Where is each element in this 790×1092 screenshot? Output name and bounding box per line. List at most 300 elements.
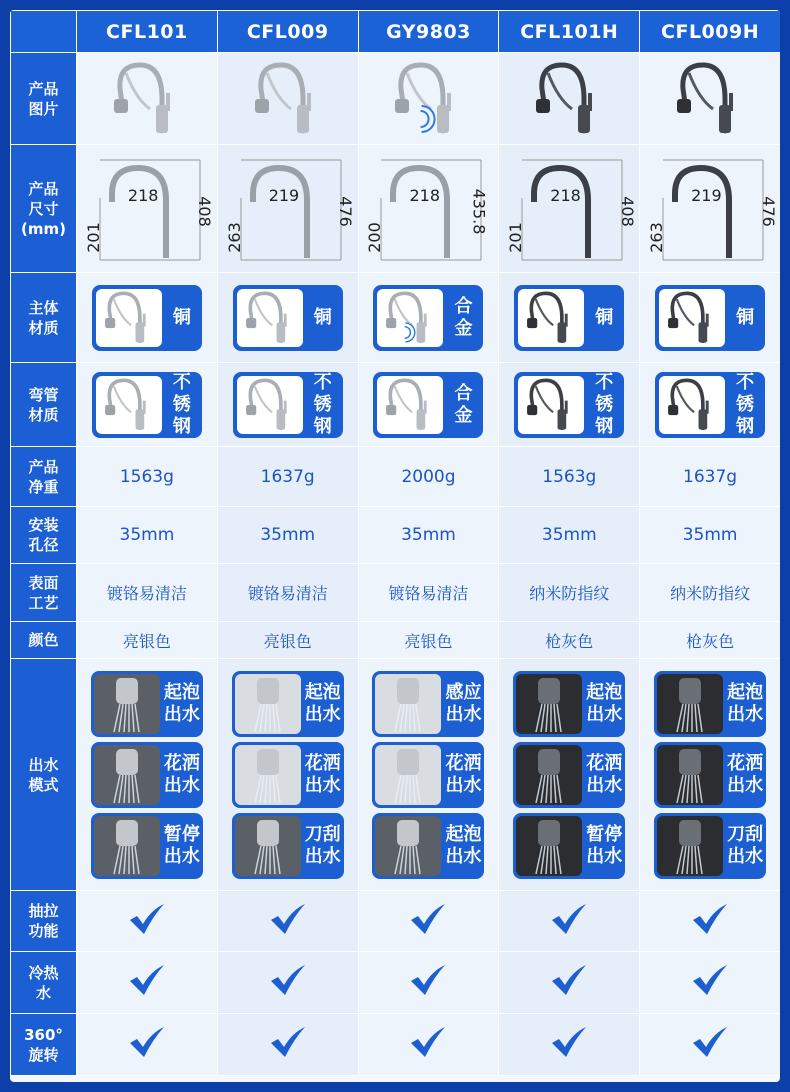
hot-cold-row-cell [640,952,780,1014]
water-mode-tile [513,813,625,879]
faucet-photo [102,59,192,139]
water-mode-tile [372,742,484,808]
water-mode-text-line: 出水 [163,845,200,867]
row-label-surface [11,564,77,622]
product-name-header: GY9803 [358,11,499,53]
surface-row-value: 纳米防指纹 [529,584,610,603]
water-mode-tile [513,671,625,737]
tube-material-row [11,363,781,447]
row-label-mode [11,659,77,891]
hole-row-value: 35mm [682,525,738,545]
dimension-width: 218 [127,185,159,205]
body-material-photo [96,289,162,347]
tube-material-row-cell [77,363,218,447]
hole-row-value: 35mm [541,525,597,545]
color-row-value: 亮银色 [263,631,312,651]
body-material-photo [377,289,443,347]
water-mode-text [445,824,481,868]
hole-row-cell [217,507,358,564]
tube-material-text-line: 不锈 [595,371,614,415]
water-mode-photo [94,674,160,734]
tube-material-text-line: 不锈 [172,371,191,415]
water-mode-text-line: 花洒 [445,752,482,774]
weight-row [11,447,781,507]
row-label-line: 抽拉 [28,902,59,920]
water-mode-text-line: 起泡 [163,681,200,703]
water-mode-text-line: 暂停 [163,823,200,845]
surface-row-value: 镀铬易清洁 [388,584,469,603]
row-label-photo [11,53,77,145]
body-material-photo [518,289,584,347]
photo-row [11,53,781,145]
tube-material-text-line: 钢 [313,415,332,437]
water-mode-text [164,682,200,726]
tube-material-text-line: 不锈 [313,371,332,415]
row-label-line: 产品 [28,179,59,198]
water-mode-text [445,753,481,797]
checkmark-icon [549,1025,589,1059]
hot-cold-row-cell [499,952,640,1014]
pull-out-row-cell [640,891,780,952]
water-mode-photo [516,674,582,734]
water-mode-tile [513,742,625,808]
water-mode-text-line: 出水 [304,703,341,725]
row-label-line: 出水 [28,755,59,774]
tube-material-text-line: 钢 [736,415,755,437]
water-mode-tile [232,813,344,879]
hole-row-value: 35mm [260,525,316,545]
water-mode-text [727,824,763,868]
body-material-text [588,307,620,329]
body-material-text-line: 铜 [736,306,755,328]
water-mode-tile [91,671,203,737]
color-row-cell [77,622,218,659]
color-row-value: 枪灰色 [545,631,594,651]
hole-row-value: 35mm [401,525,456,545]
water-mode-text-line: 花洒 [163,752,200,774]
row-label-line: 净重 [28,477,59,496]
water-mode-photo [657,674,723,734]
pull-out-row-cell [499,891,640,952]
hot-cold-row [11,952,781,1014]
hot-cold-row-cell [217,952,358,1014]
checkmark-icon [127,902,167,936]
body-material-row-cell [499,273,640,363]
hole-row-value: 35mm [119,525,175,545]
row-label-line: 材质 [28,405,59,424]
body-material-row-cell [358,273,499,363]
pull-out-row-cell [358,891,499,952]
water-mode-row-cell [217,659,358,891]
photo-row-cell [640,53,780,145]
color-row-cell [217,622,358,659]
checkmark-icon [549,902,589,936]
row-label-pull [11,891,77,952]
tube-material-text [729,372,761,438]
weight-row-cell [499,447,640,507]
row-label-line: 孔径 [28,536,59,554]
size-row-cell [358,145,499,273]
body-material-row-cell [77,273,218,363]
tube-material-card [233,372,343,438]
color-row-value: 亮银色 [404,631,453,651]
water-mode-list [359,667,499,883]
dimension-width: 218 [409,185,441,205]
water-mode-text [445,682,481,726]
water-mode-text [164,824,200,868]
body-material-photo [237,289,303,347]
body-material-card [514,285,624,351]
surface-row-cell [640,564,780,622]
body-material-text-line: 合金 [454,295,473,339]
row-label-line: 主体 [28,298,59,317]
surface-row-cell [77,564,218,622]
checkmark-icon [127,963,167,997]
weight-row-value: 1637g [260,466,315,487]
water-mode-text-line: 出水 [163,774,200,796]
weight-row-value: 2000g [401,466,456,487]
dimension-h-low: 201 [506,221,526,253]
hot-cold-row-cell [77,952,218,1014]
water-mode-text-line: 起泡 [586,681,623,703]
water-mode-tile [91,813,203,879]
body-material-row [11,273,781,363]
water-mode-photo [235,816,301,876]
row-label-line: 产品 [28,457,59,476]
body-material-card [373,285,483,351]
body-material-text [729,307,761,329]
row-label-line: 水 [35,983,51,1002]
comparison-frame [10,10,780,1082]
water-mode-text [586,824,622,868]
row-label-line: 尺寸 [28,199,59,218]
water-mode-text-line: 起泡 [304,681,341,703]
water-mode-photo [94,816,160,876]
row-label-line: 弯管 [28,385,59,404]
row-label-color [11,622,77,659]
water-mode-row-cell [499,659,640,891]
hole-row-cell [499,507,640,564]
tube-material-photo [237,376,303,434]
pull-out-row [11,891,781,952]
surface-row-cell [217,564,358,622]
water-mode-text [586,682,622,726]
color-row-cell [640,622,780,659]
water-mode-photo [657,816,723,876]
water-mode-text-line: 出水 [586,703,623,725]
water-mode-text-line: 出水 [586,845,623,867]
dimension-h-low: 201 [83,221,103,253]
checkmark-icon [127,1025,167,1059]
photo-row-cell [358,53,499,145]
body-material-text [447,296,479,340]
faucet-photo [524,59,614,139]
color-row-value: 亮银色 [122,631,171,651]
water-mode-photo [516,816,582,876]
surface-row-value: 纳米防指纹 [670,584,751,603]
tube-material-card [514,372,624,438]
dimension-h-high: 408 [617,195,637,227]
water-mode-text-line: 刀刮 [304,823,341,845]
photo-row-cell [499,53,640,145]
water-mode-tile [91,742,203,808]
pull-out-row-cell [217,891,358,952]
color-row-cell [358,622,499,659]
dimension-h-high: 476 [335,195,355,227]
water-mode-tile [372,813,484,879]
hole-row-cell [77,507,218,564]
color-row-cell [499,622,640,659]
hole-row-cell [358,507,499,564]
checkmark-icon [408,902,448,936]
dimension-h-low: 263 [224,221,244,253]
water-mode-text-line: 暂停 [586,823,623,845]
checkmark-icon [690,902,730,936]
row-label-rotate [11,1014,77,1076]
size-row [11,145,781,273]
tube-material-text [588,372,620,438]
water-mode-text-line: 出水 [727,845,764,867]
row-label-line: 模式 [28,775,59,794]
water-mode-photo [657,745,723,805]
row-label-line: 安装 [28,516,59,534]
water-mode-text-line: 出水 [586,774,623,796]
row-label-hotcold [11,952,77,1014]
rotate-row-cell [217,1014,358,1076]
water-mode-tile [232,742,344,808]
rotate-row-cell [358,1014,499,1076]
rotate-row [11,1014,781,1076]
surface-row-value: 镀铬易清洁 [106,584,187,603]
dimension-diagram [223,150,353,268]
tube-material-text-line: 钢 [595,415,614,437]
checkmark-icon [408,963,448,997]
color-row-value: 枪灰色 [686,631,735,651]
tube-material-row-cell [640,363,780,447]
row-label-size [11,145,77,273]
checkmark-icon [268,963,308,997]
weight-row-cell [217,447,358,507]
tube-material-row-cell [217,363,358,447]
row-label-line: 产品 [28,79,59,98]
checkmark-icon [268,902,308,936]
tube-material-text-line: 合金 [454,382,473,426]
row-label-line: 旋转 [28,1045,59,1064]
water-mode-text [586,753,622,797]
dimension-diagram [82,150,215,268]
photo-row-cell [217,53,358,145]
tube-material-card [373,372,483,438]
body-material-card [92,285,202,351]
product-name-header: CFL101H [499,11,640,53]
dimension-diagram [504,150,637,268]
tube-material-row-cell [499,363,640,447]
water-mode-list [499,667,639,883]
water-mode-tile [654,742,766,808]
row-label-line: 工艺 [28,593,59,612]
faucet-photo [383,59,473,139]
weight-row-cell [358,447,499,507]
water-mode-text-line: 出水 [304,845,341,867]
water-mode-text-line: 出水 [445,774,482,796]
row-label-tube [11,363,77,447]
row-label-line: 表面 [28,573,59,592]
water-mode-text-line: 花洒 [586,752,623,774]
water-mode-photo [235,745,301,805]
pull-out-row-cell [77,891,218,952]
dimension-h-high: 435.8 [469,188,489,234]
weight-row-cell [77,447,218,507]
body-material-text [307,307,339,329]
body-material-text-line: 铜 [595,306,614,328]
surface-row [11,564,781,622]
water-mode-text [727,682,763,726]
product-name-header: CFL009 [217,11,358,53]
checkmark-icon [268,1025,308,1059]
surface-row-cell [499,564,640,622]
weight-row-value: 1637g [683,466,738,487]
body-material-text-line: 铜 [313,306,332,328]
dimension-diagram [363,150,493,268]
tube-material-text-line: 不锈 [736,371,755,415]
product-name-header: CFL101 [77,11,218,53]
water-mode-text-line: 出水 [304,774,341,796]
row-label-hole [11,507,77,564]
comparison-table [10,10,780,1076]
tube-material-row-cell [358,363,499,447]
checkmark-icon [690,1025,730,1059]
product-name-header: CFL009H [640,11,780,53]
water-mode-text-line: 出水 [445,845,482,867]
size-row-cell [217,145,358,273]
row-label-line: 功能 [28,922,59,940]
hole-row-cell [640,507,780,564]
water-mode-photo [375,745,441,805]
dimension-h-high: 408 [195,195,215,227]
weight-row-cell [640,447,780,507]
tube-material-text [307,372,339,438]
row-label-line: (mm) [21,219,66,238]
dimension-h-high: 476 [758,195,778,227]
water-mode-text-line: 起泡 [727,681,764,703]
tube-material-photo [518,376,584,434]
water-mode-row-cell [358,659,499,891]
rotate-row-cell [640,1014,780,1076]
dimension-width: 219 [691,185,722,205]
body-material-text [166,307,198,329]
water-mode-text-line: 感应 [445,681,482,703]
rotate-row-cell [77,1014,218,1076]
body-material-row-cell [640,273,780,363]
surface-row-cell [358,564,499,622]
size-row-cell [77,145,218,273]
water-mode-text-line: 刀刮 [727,823,764,845]
size-row-cell [640,145,780,273]
water-mode-photo [375,816,441,876]
surface-row-value: 镀铬易清洁 [247,584,328,603]
tube-material-text [166,372,198,438]
water-mode-text [727,753,763,797]
body-material-card [233,285,343,351]
tube-material-text [447,383,479,427]
water-mode-text-line: 出水 [727,703,764,725]
water-mode-tile [232,671,344,737]
dimension-diagram [645,150,778,268]
water-mode-photo [516,745,582,805]
photo-row-cell [77,53,218,145]
tube-material-card [92,372,202,438]
water-mode-list [640,667,780,883]
row-label-line: 颜色 [28,631,59,649]
tube-material-text-line: 钢 [172,415,191,437]
water-mode-tile [654,813,766,879]
weight-row-value: 1563g [119,466,174,487]
weight-row-value: 1563g [542,466,597,487]
checkmark-icon [408,1025,448,1059]
water-mode-row-cell [640,659,780,891]
water-mode-text-line: 出水 [445,703,482,725]
water-mode-text-line: 起泡 [445,823,482,845]
row-label-line: 360° [24,1025,63,1044]
size-row-cell [499,145,640,273]
hot-cold-row-cell [358,952,499,1014]
water-mode-text [305,682,341,726]
row-label-weight [11,447,77,507]
body-material-row-cell [217,273,358,363]
row-label-line: 材质 [28,318,59,337]
body-material-card [655,285,765,351]
water-mode-tile [372,671,484,737]
water-mode-text-line: 出水 [163,703,200,725]
water-mode-text-line: 花洒 [304,752,341,774]
water-mode-text-line: 花洒 [727,752,764,774]
corner-cell [11,11,77,53]
hole-row [11,507,781,564]
water-mode-list [77,667,217,883]
rotate-row-cell [499,1014,640,1076]
tube-material-card [655,372,765,438]
water-mode-photo [94,745,160,805]
body-material-text-line: 铜 [172,306,191,328]
water-mode-photo [235,674,301,734]
water-mode-text [305,753,341,797]
dimension-h-low: 200 [365,221,385,253]
faucet-photo [665,59,755,139]
water-mode-text [164,753,200,797]
water-mode-list [218,667,358,883]
water-mode-text-line: 出水 [727,774,764,796]
water-mode-row-cell [77,659,218,891]
body-material-photo [659,289,725,347]
checkmark-icon [549,963,589,997]
row-label-line: 图片 [28,99,59,118]
tube-material-photo [377,376,443,434]
tube-material-photo [96,376,162,434]
row-label-body [11,273,77,363]
dimension-width: 219 [268,185,300,205]
dimension-width: 218 [550,185,581,205]
water-mode-row [11,659,781,891]
tube-material-photo [659,376,725,434]
water-mode-photo [375,674,441,734]
color-row [11,622,781,659]
faucet-photo [243,59,333,139]
header-row [11,11,781,53]
checkmark-icon [690,963,730,997]
dimension-h-low: 263 [646,221,666,253]
row-label-line: 冷热 [28,963,59,982]
water-mode-tile [654,671,766,737]
